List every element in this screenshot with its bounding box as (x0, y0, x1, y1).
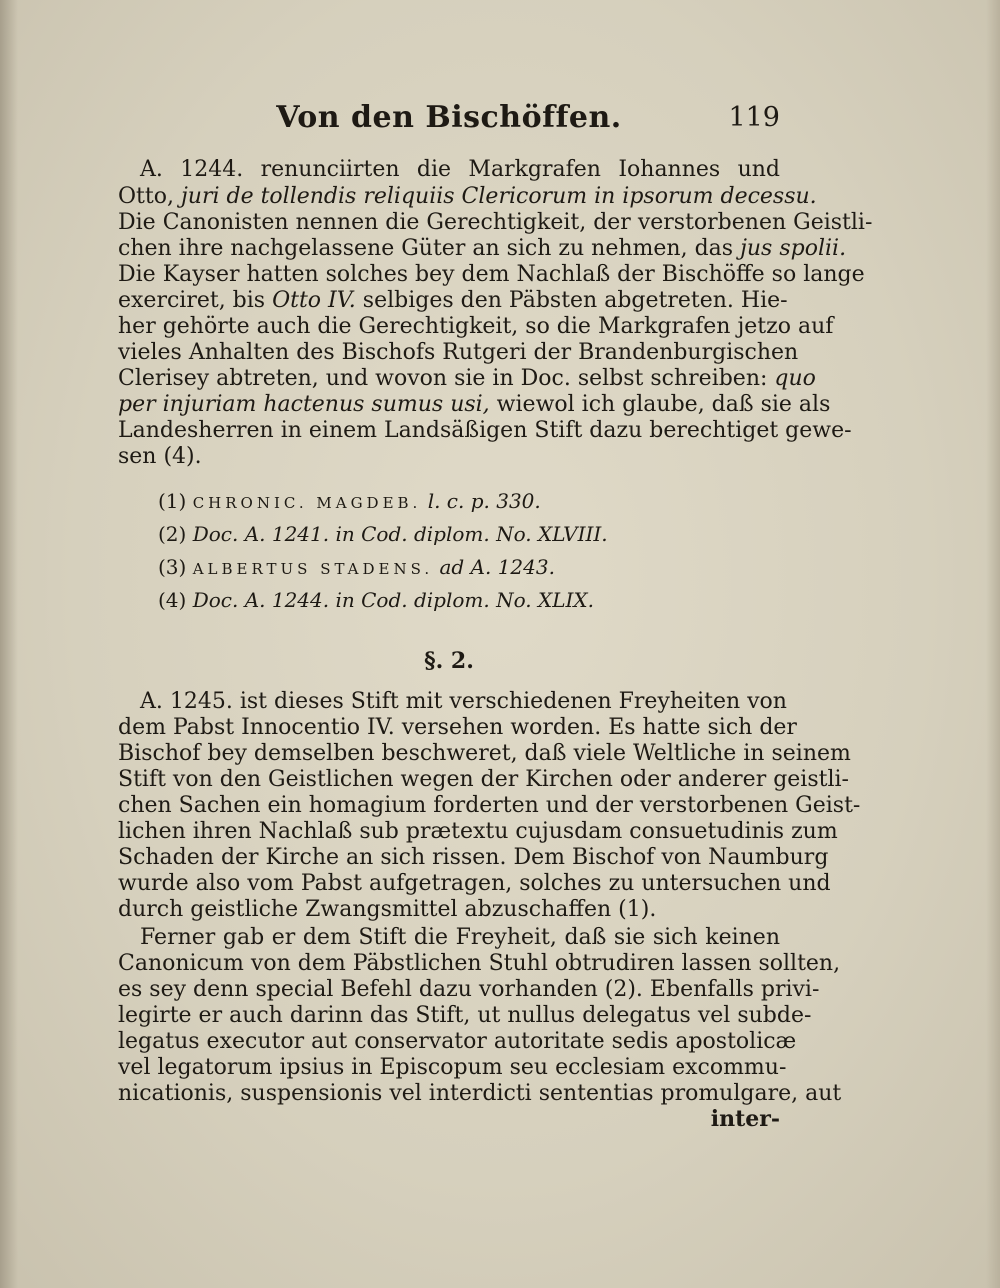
text-line: es sey denn special Befehl dazu vorhanden (2). Ebenfalls privi- (118, 977, 820, 1002)
footnote: (4) Doc. A. 1244. in Cod. diplom. No. XLIX. (158, 588, 595, 612)
text-line: lichen ihren Nachlaß sub prætextu cujusdam consuetudinis zum (118, 819, 838, 844)
text-line: Otto, juri de tollendis reliquiis Clericorum in ipsorum decessu. (118, 184, 817, 209)
text-line: vel legatorum ipsius in Episcopum seu ecclesiam excommu- (118, 1055, 787, 1080)
text-line: Bischof bey demselben beschweret, daß viele Weltliche in seinem (118, 741, 851, 766)
text-line: Die Kayser hatten solches bey dem Nachlaß der Bischöffe so lange (118, 262, 865, 287)
text-line: legatus executor aut conservator autoritate sedis apostolicæ (118, 1029, 797, 1054)
text-line: chen Sachen ein homagium forderten und der verstorbenen Geist- (118, 793, 861, 818)
text-line: Schaden der Kirche an sich rissen. Dem Bischof von Naumburg (118, 845, 829, 870)
text-line: dem Pabst Innocentio IV. versehen worden. Es hatte sich der (118, 715, 797, 740)
running-title: Von den Bischöffen. (276, 100, 622, 135)
catchword: inter- (710, 1106, 780, 1132)
page-header (118, 100, 780, 144)
text-line: A. 1245. ist dieses Stift mit verschiedenen Freyheiten von (140, 689, 787, 714)
text-line: per injuriam hactenus sumus usi, wiewol ich glaube, daß sie als (118, 392, 831, 417)
text-line: wurde also vom Pabst aufgetragen, solches zu untersuchen und (118, 871, 831, 896)
text-line: Stift von den Geistlichen wegen der Kirchen oder anderer geistli- (118, 767, 849, 792)
footnote: (3) ALBERTUS STADENS. ad A. 1243. (158, 555, 555, 579)
text-line: Clerisey abtreten, und wovon sie in Doc. selbst schreiben: quo (118, 366, 816, 391)
page-number: 119 (728, 102, 780, 133)
footnote: (1) CHRONIC. MAGDEB. l. c. p. 330. (158, 489, 541, 513)
page-edge-shadow (986, 0, 1000, 1288)
text-line: A. 1244. renunciirten die Markgrafen Iohannes und (140, 157, 780, 182)
text-line: her gehörte auch die Gerechtigkeit, so die Markgrafen jetzo auf (118, 314, 834, 339)
section-heading: §. 2. (424, 648, 474, 674)
text-line: Die Canonisten nennen die Gerechtigkeit, der verstorbenen Geistli- (118, 210, 873, 235)
text-line: Canonicum von dem Päbstlichen Stuhl obtrudiren lassen sollten, (118, 951, 841, 976)
text-line: sen (4). (118, 444, 202, 469)
text-line: Landesherren in einem Landsäßigen Stift dazu berechtiget gewe- (118, 418, 852, 443)
page-gutter-shadow (0, 0, 18, 1288)
text-line: Ferner gab er dem Stift die Freyheit, daß sie sich keinen (140, 925, 780, 950)
text-line: durch geistliche Zwangsmittel abzuschaffen (1). (118, 897, 657, 922)
text-line: legirte er auch darinn das Stift, ut nullus delegatus vel subde- (118, 1003, 812, 1028)
text-line: vieles Anhalten des Bischofs Rutgeri der Brandenburgischen (118, 340, 799, 365)
text-line: chen ihre nachgelassene Güter an sich zu nehmen, das jus spolii. (118, 236, 847, 261)
text-line: exerciret, bis Otto IV. selbiges den Päbsten abgetreten. Hie- (118, 288, 788, 313)
footnote: (2) Doc. A. 1241. in Cod. diplom. No. XLVIII. (158, 522, 608, 546)
text-line: nicationis, suspensionis vel interdicti sententias promulgare, aut (118, 1081, 842, 1106)
